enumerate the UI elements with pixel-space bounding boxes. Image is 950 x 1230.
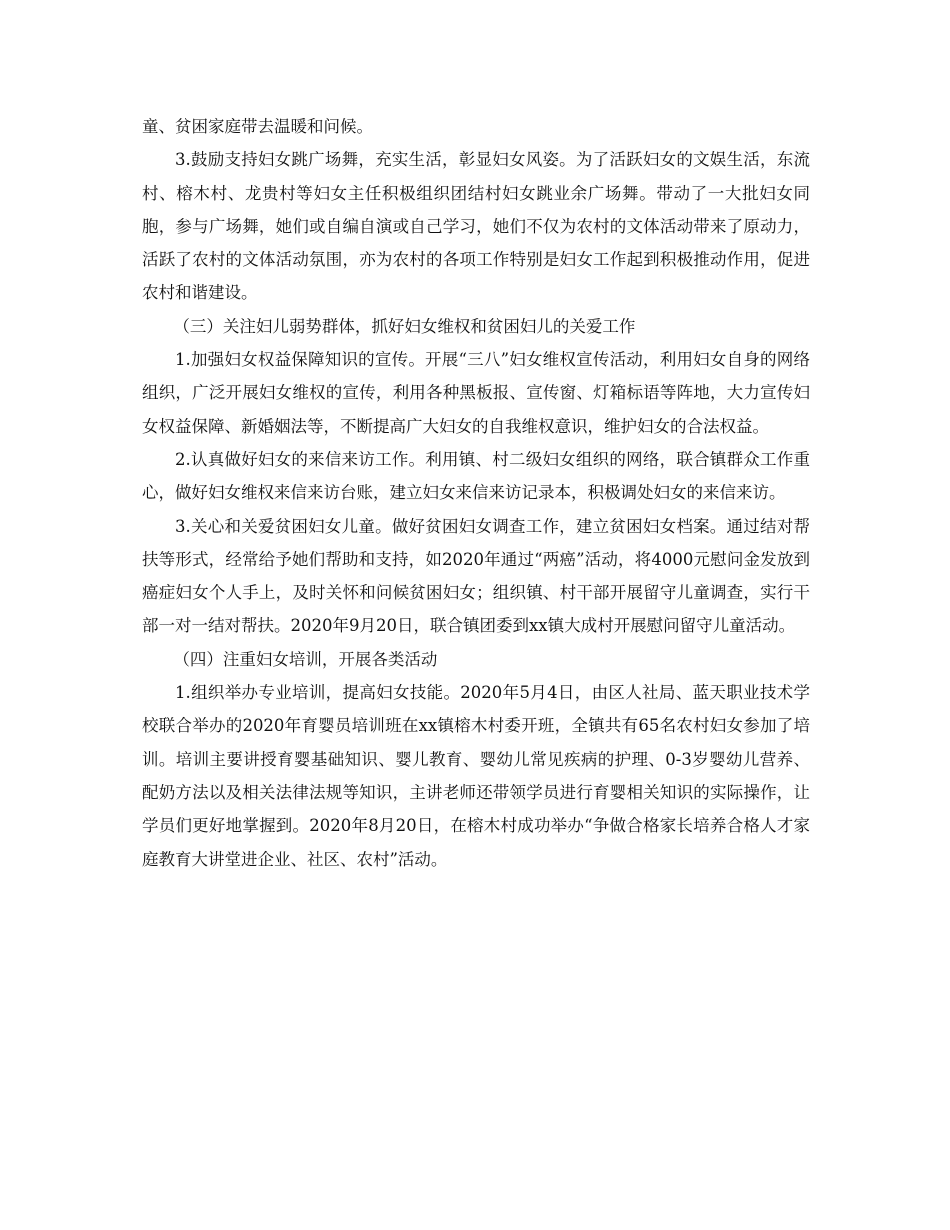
paragraph-letters-visits: 2.认真做好妇女的来信来访工作。利用镇、村二级妇女组织的网络，联合镇群众工作重心，做好妇女维权来信来访台账，建立妇女来信来访记录本，积极调处妇女的来信来访。 (142, 449, 810, 503)
document-body (142, 110, 810, 876)
section-heading-3: （三）关注妇儿弱势群体，抓好妇女维权和贫困妇儿的关爱工作 (173, 316, 636, 336)
paragraph-square-dance: 3.鼓励支持妇女跳广场舞，充实生活，彰显妇女风姿。为了活跃妇女的文娱生活，东流村、榕木村、龙贵村等妇女主任积极组织团结村妇女跳业余广场舞。带动了一大批妇女同胞，参与广场舞，她们或自编自演或自己学习，她们不仅为农村的文体活动带来了原动力，活跃了农村的文体活动氛围，亦为农村的各项工作特别是妇女工作起到积极推动作用，促进农村和谐建设。 (142, 150, 810, 303)
paragraph-training: 1.组织举办专业培训，提高妇女技能。2020年5月4日，由区人社局、蓝天职业技术学校联合举办的2020年育婴员培训班在xx镇榕木村委开班，全镇共有65名农村妇女参加了培训。培训主要讲授育婴基础知识、婴儿教育、婴幼儿常见疾病的护理、0-3岁婴幼儿营养、配奶方法以及相关法律法规等知识，主讲老师还带领学员进行育婴相关知识的实际操作，让学员们更好地掌握到。2020年8月20日，在榕木村成功举办“争做合格家长培养合格人才家庭教育大讲堂进企业、社区、农村”活动。 (142, 683, 810, 869)
paragraph-rights-publicity: 1.加强妇女权益保障知识的宣传。开展“三八”妇女维权宣传活动，利用妇女自身的网络组织，广泛开展妇女维权的宣传，利用各种黑板报、宣传窗、灯箱标语等阵地，大力宣传妇女权益保障、新婚姻法等，不断提高广大妇女的自我维权意识，维护妇女的合法权益。 (142, 350, 810, 436)
paragraph-poor-women-children: 3.关心和关爱贫困妇女儿童。做好贫困妇女调查工作，建立贫困妇女档案。通过结对帮扶等形式，经常给予她们帮助和支持，如2020年通过“两癌”活动，将4000元慰问金发放到癌症妇女个人手上，及时关怀和问候贫困妇女；组织镇、村干部开展留守儿童调查，实行干部一对一结对帮扶。2020年9月20日，联合镇团委到xx镇大成村开展慰问留守儿童活动。 (142, 516, 810, 636)
section-heading-4: （四）注重妇女培训，开展各类活动 (173, 649, 438, 669)
paragraph-continuation: 童、贫困家庭带去温暖和问候。 (142, 117, 373, 136)
